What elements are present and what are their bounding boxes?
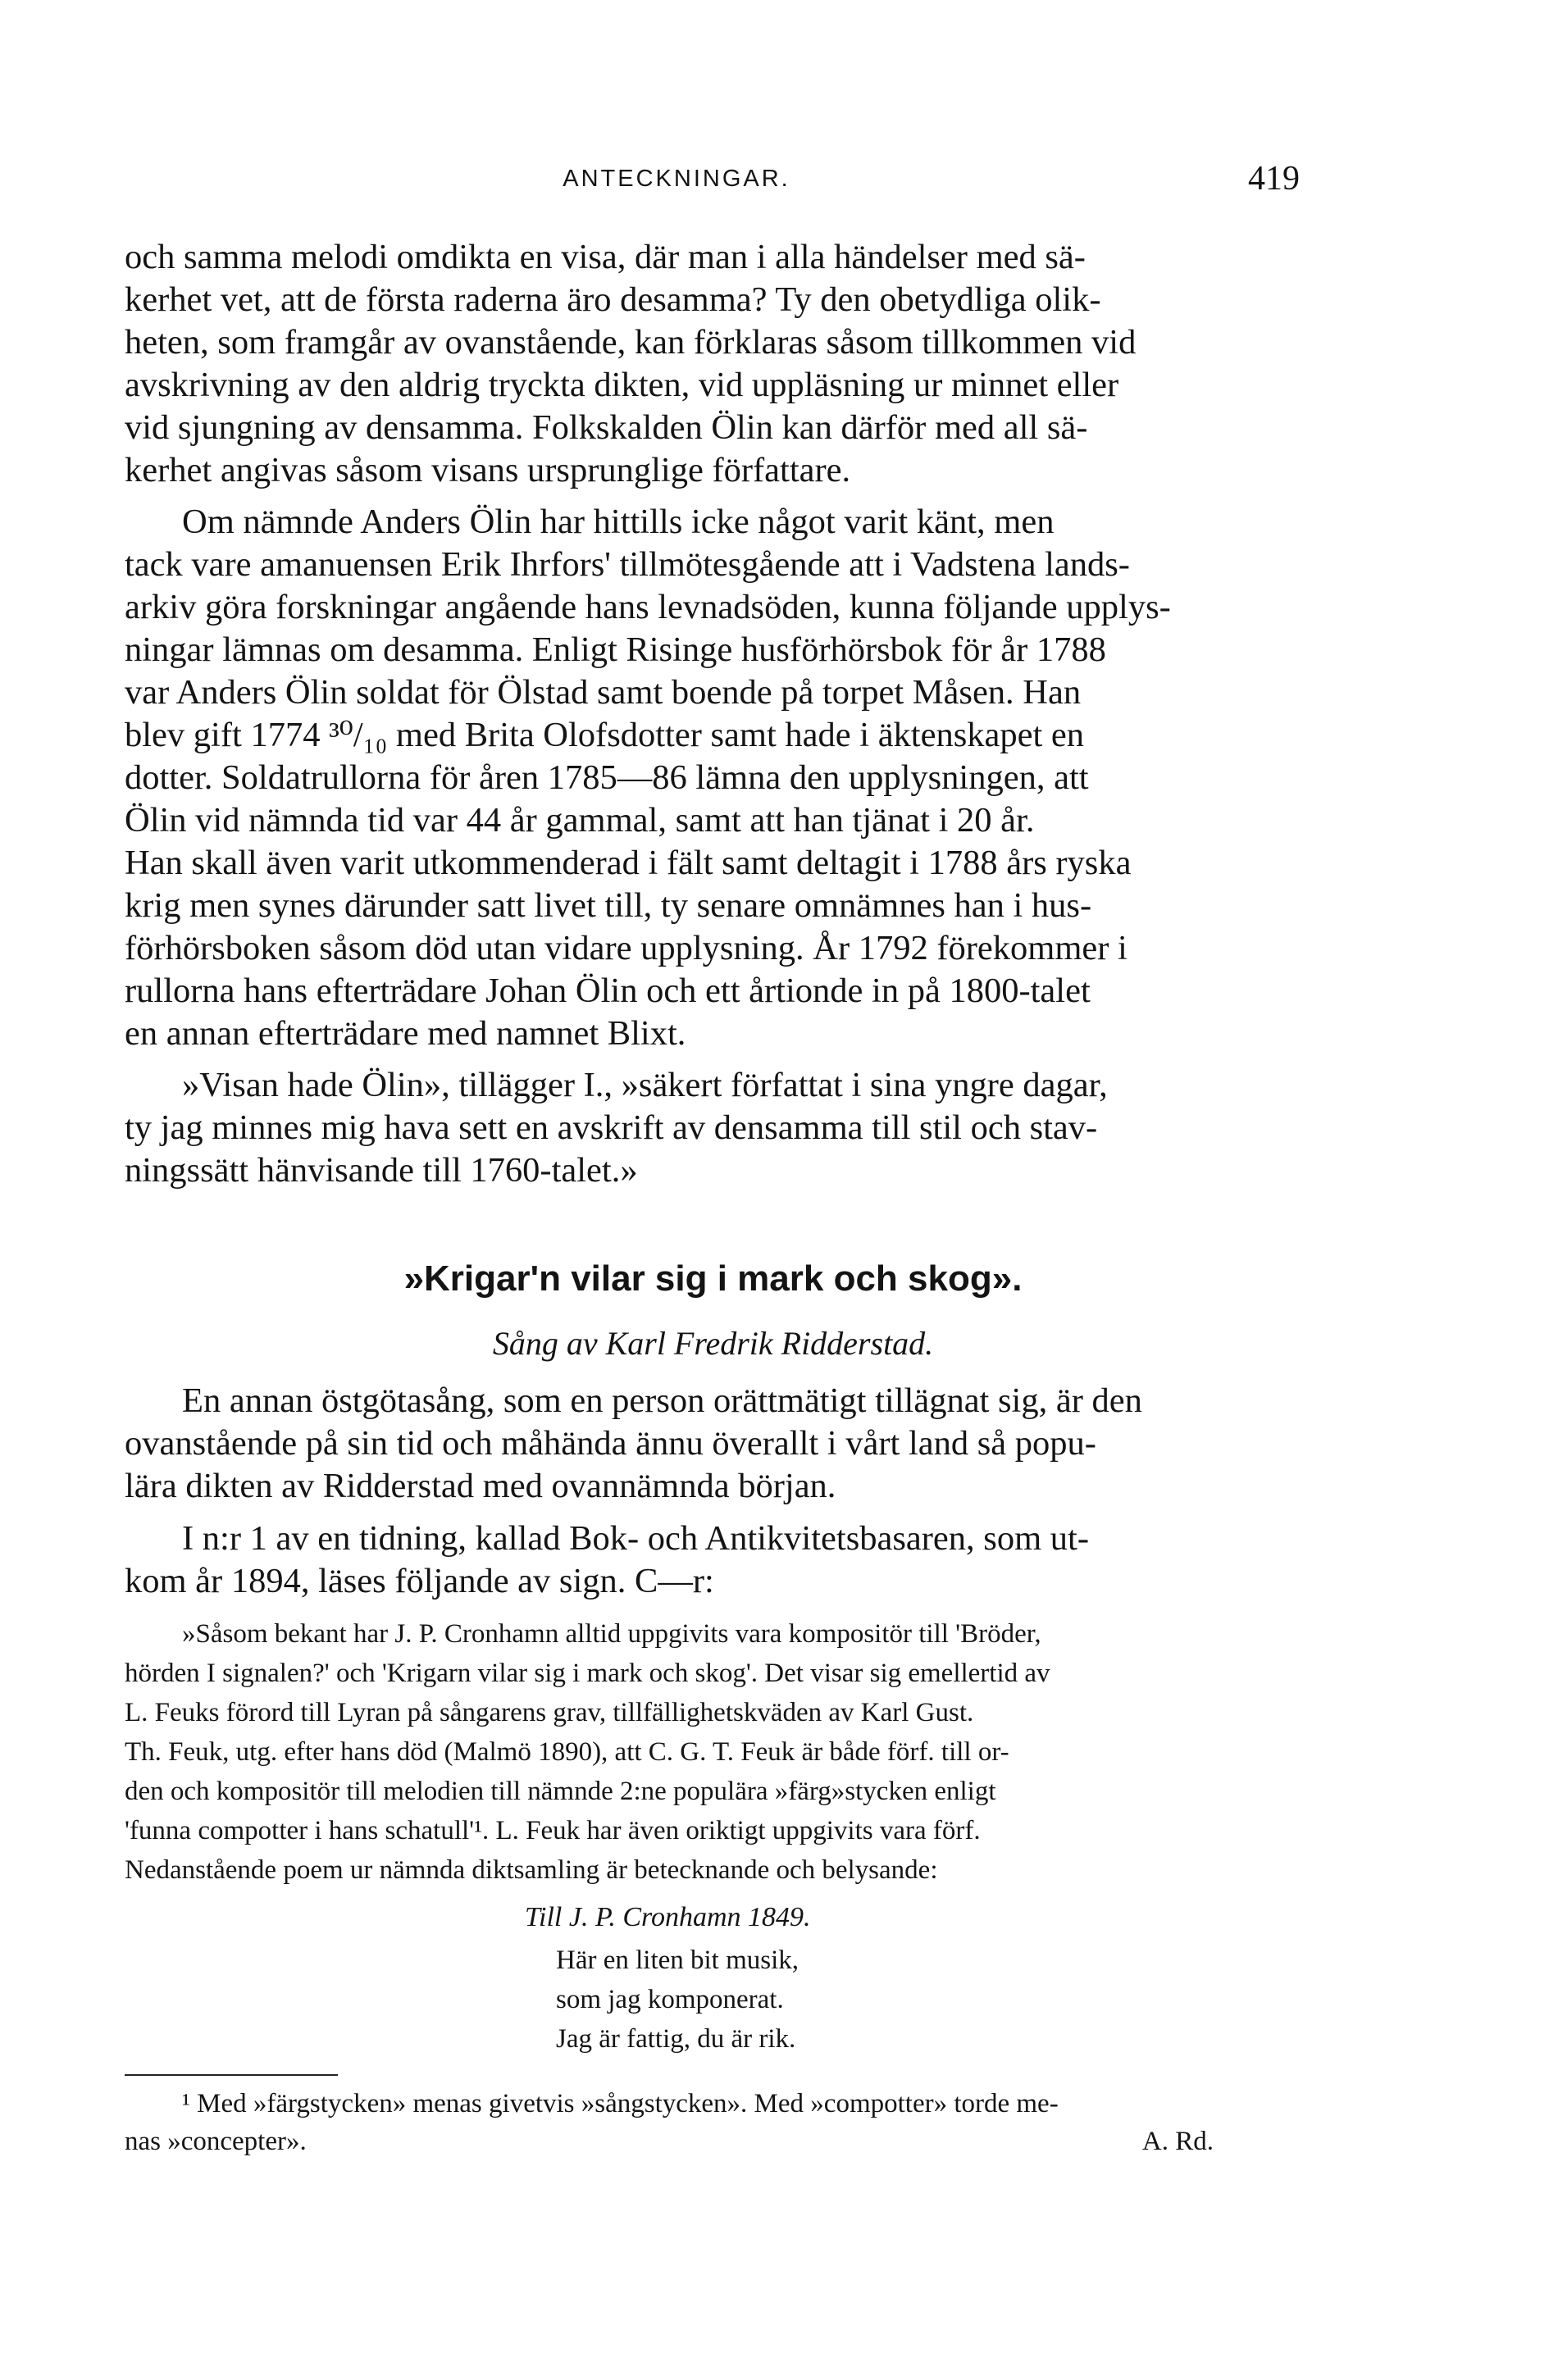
- poem-line: som jag komponerat.: [556, 1985, 784, 2014]
- body-line: avskrivning av den aldrig tryckta dikten, vid uppläsning ur minnet eller: [125, 366, 1119, 404]
- quote-line: den och kompositör till melodien till nämnde 2:ne populära »färg»stycken enligt: [125, 1777, 996, 1806]
- body-line: Han skall även varit utkommenderad i fält samt deltagit i 1788 års ryska: [125, 844, 1132, 882]
- poem-line: Jag är fattig, du är rik.: [556, 2024, 796, 2054]
- body-line: ningar lämnas om desamma. Enligt Risinge husförhörsbok för år 1788: [125, 630, 1106, 669]
- section-heading: »Krigar'n vilar sig i mark och skog».: [403, 1258, 1023, 1299]
- poem-line: Här en liten bit musik,: [556, 1945, 800, 1975]
- quote-line: Nedanstående poem ur nämnda diktsamling är betecknande och belysande:: [125, 1855, 938, 1885]
- body-line: kerhet angivas såsom visans ursprunglige författare.: [125, 451, 851, 489]
- body-line: dotter. Soldatrullorna för åren 1785—86 lämna den upplysningen, att: [125, 758, 1089, 797]
- quote-line: 'funna compotter i hans schatull'¹. L. Feuk har även oriktigt uppgivits vara förf.: [125, 1816, 981, 1845]
- body-line: En annan östgötasång, som en person orättmätigt tillägnat sig, är den: [182, 1381, 1142, 1420]
- body-line: krig men synes därunder satt livet till, ty senare omnämnes han i hus-: [125, 886, 1092, 925]
- body-line: »Visan hade Ölin», tillägger I., »säkert författat i sina yngre dagar,: [182, 1066, 1108, 1104]
- body-line: var Anders Ölin soldat för Ölstad samt boende på torpet Måsen. Han: [125, 673, 1082, 712]
- body-line: rullorna hans efterträdare Johan Ölin och ett årtionde in på 1800-talet: [125, 972, 1091, 1010]
- footnote-line: nas »concepter».: [125, 2127, 307, 2156]
- footnote-line: ¹ Med »färgstycken» menas givetvis »sångstycken». Med »compotter» torde me-: [182, 2089, 1059, 2118]
- quote-line: hörden I signalen?' och 'Krigarn vilar sig i mark och skog'. Det visar sig emellertid av: [125, 1659, 1050, 1688]
- body-line: Ölin vid nämnda tid var 44 år gammal, samt att han tjänat i 20 år.: [125, 801, 1035, 840]
- poem-title: Till J. P. Cronhamn 1849.: [525, 1902, 811, 1932]
- body-line: kom år 1894, läses följande av sign. C—r:: [125, 1562, 714, 1600]
- running-title: ANTECKNINGAR.: [563, 166, 790, 192]
- body-line: ty jag minnes mig hava sett en avskrift av densamma till stil och stav-: [125, 1108, 1098, 1147]
- body-line: Om nämnde Anders Ölin har hittills icke något varit känt, men: [182, 503, 1055, 541]
- body-line: förhörsboken såsom död utan vidare upplysning. År 1792 förekommer i: [125, 929, 1128, 967]
- body-line: heten, som framgår av ovanstående, kan förklaras såsom tillkommen vid: [125, 323, 1137, 362]
- body-line: vid sjungning av densamma. Folkskalden Ölin kan därför med all sä-: [125, 408, 1088, 447]
- section-subtitle: Sång av Karl Fredrik Ridderstad.: [492, 1325, 934, 1362]
- quote-line: »Såsom bekant har J. P. Cronhamn alltid uppgivits vara kompositör till 'Bröder,: [182, 1619, 1041, 1649]
- footnote-signature: A. Rd.: [1141, 2127, 1214, 2156]
- body-line: arkiv göra forskningar angående hans levnadsöden, kunna följande upplys-: [125, 588, 1171, 626]
- body-line: I n:r 1 av en tidning, kallad Bok- och Antikvitetsbasaren, som ut-: [182, 1519, 1089, 1558]
- running-head: [0, 159, 1558, 200]
- body-line: tack vare amanuensen Erik Ihrfors' tillmötesgående att i Vadstena lands-: [125, 545, 1130, 584]
- body-line: och samma melodi omdikta en visa, där man i alla händelser med sä-: [125, 238, 1086, 276]
- body-line: ningssätt hänvisande till 1760-talet.»: [125, 1151, 638, 1190]
- footnote-separator: [125, 2074, 338, 2076]
- body-line: lära dikten av Ridderstad med ovannämnda början.: [125, 1467, 836, 1505]
- body-line: blev gift 1774 ³⁰/₁₀ med Brita Olofsdotter samt hade i äktenskapet en: [125, 716, 1085, 754]
- page-number: 419: [1248, 160, 1300, 198]
- body-line: ovanstående på sin tid och måhända ännu överallt i vårt land så popu-: [125, 1424, 1096, 1463]
- quote-line: L. Feuks förord till Lyran på sångarens grav, tillfällighetskväden av Karl Gust.: [125, 1698, 974, 1727]
- body-line: kerhet vet, att de första raderna äro desamma? Ty den obetydliga olik-: [125, 280, 1101, 319]
- body-line: en annan efterträdare med namnet Blixt.: [125, 1014, 686, 1053]
- quote-line: Th. Feuk, utg. efter hans död (Malmö 1890), att C. G. T. Feuk är både förf. till or-: [125, 1737, 1009, 1767]
